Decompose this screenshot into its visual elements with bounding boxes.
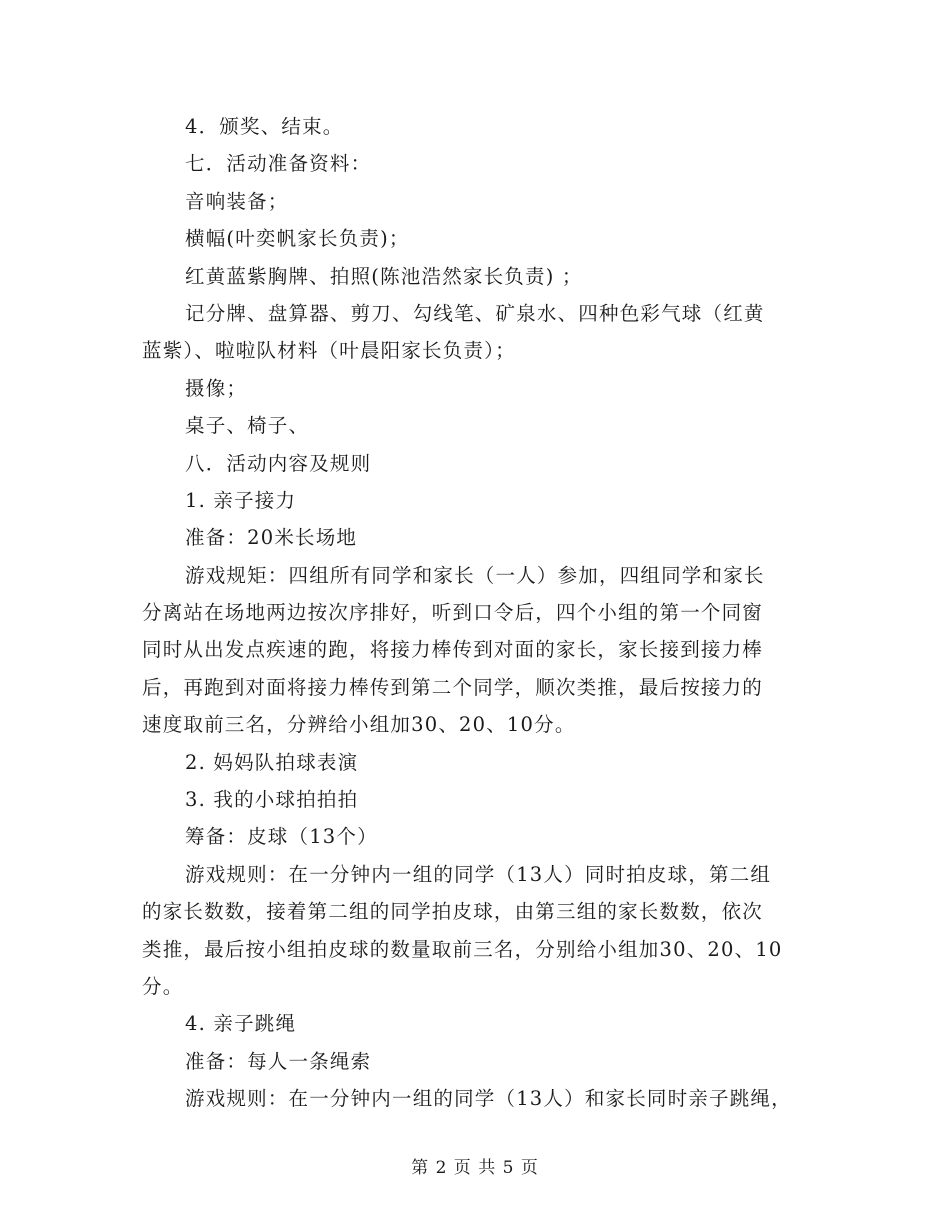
text-line: 类推，最后按小组拍皮球的数量取前三名，分别给小组加30、20、10	[142, 937, 783, 961]
text-line: 准备：每人一条绳索	[185, 1049, 372, 1073]
text-line: 摄像；	[185, 376, 248, 400]
text-line: 的家长数数，接着第二组的同学拍皮球，由第三组的家长数数，依次	[142, 900, 764, 924]
text-line: 游戏规则：在一分钟内一组的同学（13人）同时拍皮球，第二组	[185, 862, 772, 886]
text-line: 横幅(叶奕帆家长负责)；	[185, 227, 410, 251]
text-line: 分。	[142, 974, 184, 998]
text-line: 后，再跑到对面将接力棒传到第二个同学，顺次类推，最后按接力的	[142, 675, 764, 699]
text-line: 记分牌、盘算器、剪刀、勾线笔、矿泉水、四种色彩气球（红黄	[185, 301, 765, 325]
text-line: 七．活动准备资料：	[185, 152, 372, 176]
text-line: 4．颁奖、结束。	[185, 115, 344, 138]
document-body	[142, 108, 808, 1118]
text-line: 3. 我的小球拍拍拍	[185, 788, 359, 812]
text-line: 蓝紫）、啦啦队材料（叶晨阳家长负责）；	[142, 339, 516, 363]
text-line: 同时从出发点疾速的跑，将接力棒传到对面的家长，家长接到接力棒	[142, 638, 764, 662]
text-line: 4. 亲子跳绳	[185, 1012, 297, 1036]
text-line: 准备：20米长场地	[185, 526, 358, 550]
text-line: 红黄蓝紫胸牌、拍照(陈池浩然家长负责) ；	[185, 264, 583, 288]
text-line: 八．活动内容及规则	[185, 451, 372, 475]
text-line: 游戏规则：在一分钟内一组的同学（13人）和家长同时亲子跳绳，	[185, 1087, 792, 1111]
text-line: 1. 亲子接力	[185, 488, 297, 512]
text-line: 分离站在场地两边按次序排好，听到口令后，四个小组的第一个同窗	[142, 601, 764, 625]
text-line: 游戏规矩：四组所有同学和家长（一人）参加，四组同学和家长	[185, 563, 765, 587]
text-line: 速度取前三名，分辨给小组加30、20、10分。	[142, 713, 576, 737]
text-line: 音响装备；	[185, 189, 289, 213]
text-line: 2. 妈妈队拍球表演	[185, 750, 359, 774]
text-line: 筹备：皮球（13个）	[185, 825, 378, 849]
page-footer: 第 2 页 共 5 页	[411, 1158, 539, 1178]
text-line: 桌子、椅子、	[185, 414, 310, 438]
